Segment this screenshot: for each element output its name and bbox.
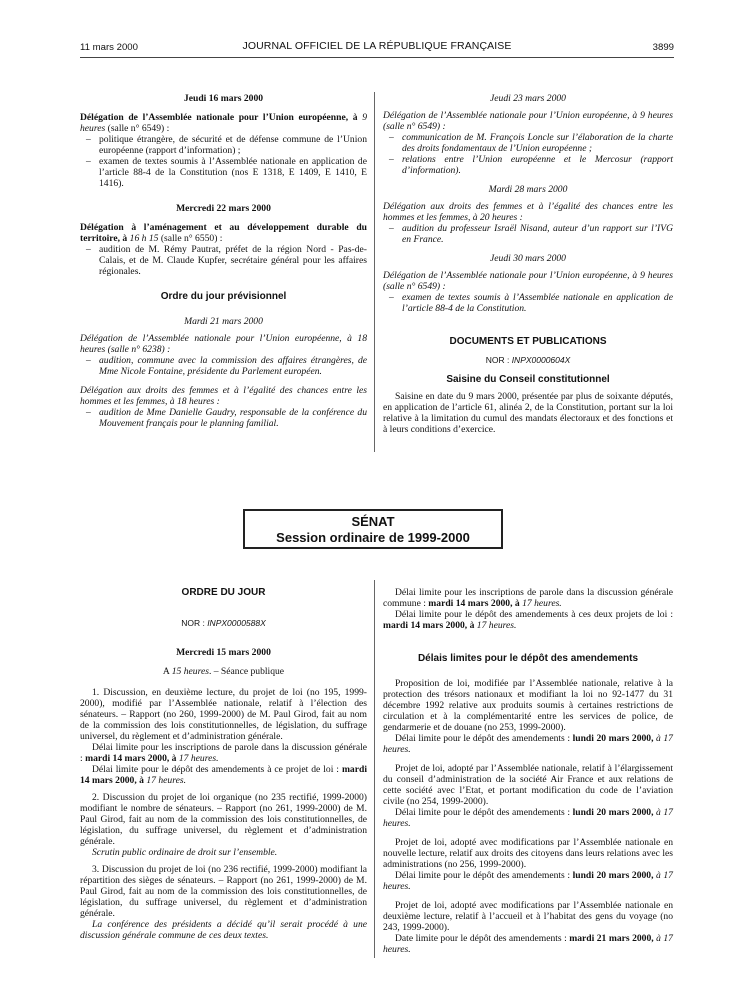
column-divider-top xyxy=(374,92,375,452)
delegation-heading: Délégation de l’Assemblée nationale pour l’Union européenne, à 9 heures (salle n° 6549) : xyxy=(80,112,367,134)
senat-title: SÉNAT xyxy=(351,514,395,529)
agenda-list xyxy=(383,292,673,314)
seance-line: A 15 heures. – Séance publique xyxy=(162,666,285,677)
delegation-heading: Délégation aux droits des femmes et à l’égalité des chances entre les hommes et les femmes, à 20 heures : xyxy=(383,201,673,223)
list-item: – audition, commune avec la commission des affaires étrangères, de Mme Nicole Fontaine, présidente du Parlement européen. xyxy=(99,355,367,377)
date-heading: Mardi 21 mars 2000 xyxy=(184,316,263,327)
subsection-title: Saisine du Conseil constitutionnel xyxy=(446,374,610,385)
nor-reference: NOR : INPX0000604X xyxy=(485,355,571,365)
delegation-heading: Délégation de l’Assemblée nationale pour l’Union européenne, à 9 heures (salle n° 6549) : xyxy=(383,270,673,292)
bill-description: Projet de loi, adopté avec modifications par l’Assemblée nationale en nouvelle lecture, relatif aux droits des citoyens dans leurs relations avec les administrations (no 256, 1999-2000). xyxy=(383,837,673,870)
deadline-line: Délai limite pour le dépôt des amendements : lundi 20 mars 2000, à 17 heures. xyxy=(383,733,673,755)
header-date: 11 mars 2000 xyxy=(80,42,138,53)
top-right-column xyxy=(383,93,673,435)
list-item: – audition de Mme Danielle Gaudry, responsable de la conférence du Mouvement français pour le planning familial. xyxy=(99,407,367,429)
agenda-item: 3. Discussion du projet de loi (no 236 rectifié, 1999-2000) modifiant la répartition des sièges de sénateurs. – Rapport (no 261, 1999-2000) de M. Paul Girod, fait au nom de la commission des lois constitutionnelles, de législation, du suffrage universel, du règlement et d’administration générale. xyxy=(80,864,367,919)
running-header xyxy=(80,40,674,56)
deadline-line: Délai limite pour les inscriptions de parole dans la discussion générale commune : mardi 14 mars 2000, à 17 heures. xyxy=(383,587,673,609)
journal-title: JOURNAL OFFICIEL DE LA RÉPUBLIQUE FRANÇAISE xyxy=(242,40,512,52)
agenda-list xyxy=(383,223,673,245)
bottom-right-column xyxy=(383,587,673,955)
list-item: – communication de M. François Loncle sur l’élaboration de la charte des droits fondamentaux de l’Union européenne ; xyxy=(402,132,673,154)
date-heading: Jeudi 23 mars 2000 xyxy=(490,93,566,104)
agenda-note: La conférence des présidents a décidé qu’il serait procédé à une discussion générale commune de ces deux textes. xyxy=(80,919,367,941)
agenda-list xyxy=(383,132,673,176)
agenda-item: 2. Discussion du projet de loi organique (no 235 rectifié, 1999-2000) modifiant le nombre de sénateurs. – Rapport (no 261, 1999-2000) de M. Paul Girod, fait au nom de la commission des lois constitutionnelles, de législation, du suffrage universel, du règlement et d’administration générale. xyxy=(80,792,367,847)
bill-description: Projet de loi, adopté avec modifications par l’Assemblée nationale en deuxième lecture, relatif à l’accueil et à l’habitat des gens du voyage (no 243, 1999-2000). xyxy=(383,900,673,933)
list-item: – audition de M. Rémy Pautrat, préfet de la région Nord - Pas-de-Calais, et de M. Claude Kupfer, secrétaire général pour les affaires régionales. xyxy=(99,244,367,277)
delegation-heading: Délégation à l’aménagement et au développement durable du territoire, à 16 h 15 (salle n° 6550) : xyxy=(80,222,367,244)
date-heading: Mercredi 15 mars 2000 xyxy=(176,647,271,658)
date-heading: Mercredi 22 mars 2000 xyxy=(176,203,271,214)
page-number: 3899 xyxy=(652,42,674,53)
date-heading: Jeudi 16 mars 2000 xyxy=(183,93,264,104)
agenda-list xyxy=(80,407,367,429)
section-title: Délais limites pour le dépôt des amendements xyxy=(417,653,639,664)
top-left-column xyxy=(80,93,367,429)
delegation-heading: Délégation de l’Assemblée nationale pour l’Union européenne, à 18 heures (salle n° 6238) : xyxy=(80,333,367,355)
list-item: – politique étrangère, de sécurité et de défense commune de l’Union européenne (rapport d’information) ; xyxy=(99,134,367,156)
deadline-line: Délai limite pour les inscriptions de parole dans la discussion générale : mardi 14 mars 2000, à 17 heures. xyxy=(80,742,367,764)
agenda-list xyxy=(80,244,367,277)
deadline-line: Délai limite pour le dépôt des amendements : lundi 20 mars 2000, à 17 heures. xyxy=(383,870,673,892)
senat-session: Session ordinaire de 1999-2000 xyxy=(276,530,470,545)
section-title: DOCUMENTS ET PUBLICATIONS xyxy=(449,336,607,347)
paragraph: Saisine en date du 9 mars 2000, présentée par plus de soixante députés, en application de l’article 61, alinéa 2, de la Constitution, portant sur la loi relative à la limitation du cumul des mandats électoraux et des fonctions et à leurs conditions d’exercice. xyxy=(383,391,673,435)
bill-description: Proposition de loi, modifiée par l’Assemblée nationale, relative à la protection des trésors nationaux et modifiant la loi no 92-1477 du 31 décembre 1992 relative aux produits soumis à certaines restrictions de circulation et à la complémentarité entre les services de police, de gendarmerie et de douane (no 253, 1999-2000). xyxy=(383,678,673,733)
deadline-line: Date limite pour le dépôt des amendements : mardi 21 mars 2000, à 17 heures. xyxy=(383,933,673,955)
date-heading: Mardi 28 mars 2000 xyxy=(488,184,568,195)
bottom-left-column xyxy=(80,587,367,941)
nor-reference: NOR : INPX0000588X xyxy=(181,618,266,628)
deadline-line: Délai limite pour le dépôt des amendements à ce projet de loi : mardi 14 mars 2000, à 17 heures. xyxy=(80,764,367,786)
list-item: – relations entre l’Union européenne et le Mercosur (rapport d’information). xyxy=(402,154,673,176)
list-item: – audition du professeur Israël Nisand, auteur d’un rapport sur l’IVG en France. xyxy=(402,223,673,245)
column-divider-bottom xyxy=(374,580,375,958)
agenda-list xyxy=(80,355,367,377)
deadline-line: Délai limite pour le dépôt des amendements à ces deux projets de loi : mardi 14 mars 2000, à 17 heures. xyxy=(383,609,673,631)
deadline-line: Délai limite pour le dépôt des amendements : lundi 20 mars 2000, à 17 heures. xyxy=(383,807,673,829)
senat-banner xyxy=(243,509,503,549)
bill-description: Projet de loi, adopté par l’Assemblée nationale, relatif à l’élargissement du conseil d’administration de la société Air France et aux relations de cette société avec l’Etat, et portant modification du code de l’aviation civile (no 254, 1999-2000). xyxy=(383,763,673,807)
list-item: – examen de textes soumis à l’Assemblée nationale en application de l’article 88-4 de la Constitution. xyxy=(402,292,673,314)
agenda-item: 1. Discussion, en deuxième lecture, du projet de loi (no 195, 1999-2000), modifié par l’Assemblée nationale, relatif à l’élection des sénateurs. – Rapport (no 260, 1999-2000) de M. Paul Girod, fait au nom de la commission des lois constitutionnelles, de législation, du suffrage universel, du règlement et d’administration générale. xyxy=(80,687,367,742)
section-title: Ordre du jour prévisionnel xyxy=(160,291,287,302)
agenda-list xyxy=(80,134,367,189)
delegation-heading: Délégation aux droits des femmes et à l’égalité des chances entre les hommes et les femmes, à 18 heures : xyxy=(80,385,367,407)
section-title: ORDRE DU JOUR xyxy=(181,587,266,598)
delegation-heading: Délégation de l’Assemblée nationale pour l’Union européenne, à 9 heures (salle n° 6549) : xyxy=(383,110,673,132)
list-item: – examen de textes soumis à l’Assemblée nationale en application de l’article 88-4 de la Constitution (nos E 1318, E 1409, E 1410, E 1416). xyxy=(99,156,367,189)
date-heading: Jeudi 30 mars 2000 xyxy=(490,253,566,264)
agenda-note: Scrutin public ordinaire de droit sur l’ensemble. xyxy=(92,847,278,858)
header-rule xyxy=(80,57,674,58)
